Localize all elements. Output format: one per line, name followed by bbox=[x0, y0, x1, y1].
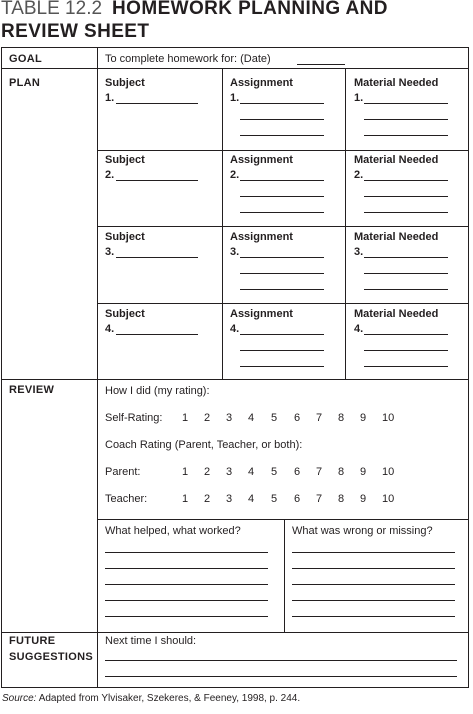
parent-rating-option[interactable]: 6 bbox=[294, 466, 301, 478]
material-blank-3a[interactable] bbox=[364, 257, 448, 258]
parent-rating-option[interactable]: 5 bbox=[271, 466, 278, 478]
homework-planning-sheet bbox=[1, 47, 469, 688]
plan-assignment-divider bbox=[345, 68, 346, 379]
assignment-label-4: Assignment bbox=[230, 308, 293, 320]
material-blank-2c[interactable] bbox=[364, 212, 448, 213]
teacher-rating-option[interactable]: 9 bbox=[360, 493, 367, 505]
what-was-wrong-blank[interactable] bbox=[292, 584, 455, 585]
assignment-number-3: 3. bbox=[230, 246, 240, 258]
material-blank-3b[interactable] bbox=[364, 273, 448, 274]
table-title bbox=[1, 0, 471, 43]
assignment-blank-4b[interactable] bbox=[240, 350, 324, 351]
self-rating-option[interactable]: 4 bbox=[248, 412, 255, 424]
title-line-2: REVIEW SHEET bbox=[1, 21, 150, 42]
teacher-rating-option[interactable]: 7 bbox=[316, 493, 323, 505]
what-was-wrong-blank[interactable] bbox=[292, 616, 455, 617]
what-was-wrong-blank[interactable] bbox=[292, 568, 455, 569]
assignment-blank-2a[interactable] bbox=[240, 180, 324, 181]
parent-rating-option[interactable]: 2 bbox=[204, 466, 211, 478]
parent-rating-option[interactable]: 9 bbox=[360, 466, 367, 478]
assignment-blank-3b[interactable] bbox=[240, 273, 324, 274]
plan-row-divider-2 bbox=[97, 226, 468, 227]
material-blank-2a[interactable] bbox=[364, 180, 448, 181]
subject-blank-1[interactable] bbox=[116, 103, 198, 104]
plan-row-divider-1 bbox=[97, 150, 468, 151]
material-number-2: 2. bbox=[354, 169, 364, 181]
what-was-wrong-label: What was wrong or missing? bbox=[292, 525, 433, 537]
assignment-blank-4a[interactable] bbox=[240, 334, 324, 335]
self-rating-option[interactable]: 8 bbox=[338, 412, 345, 424]
material-blank-1b[interactable] bbox=[364, 119, 448, 120]
self-rating-option[interactable]: 6 bbox=[294, 412, 301, 424]
subject-blank-4[interactable] bbox=[116, 334, 198, 335]
plan-row-divider-3 bbox=[97, 303, 468, 304]
label-column-divider bbox=[97, 48, 98, 687]
parent-rating-option[interactable]: 1 bbox=[182, 466, 189, 478]
subject-label-1: Subject bbox=[105, 77, 145, 89]
material-label-4: Material Needed bbox=[354, 308, 439, 320]
assignment-blank-2b[interactable] bbox=[240, 196, 324, 197]
source-prefix: Source: bbox=[2, 693, 37, 704]
teacher-rating-option[interactable]: 5 bbox=[271, 493, 278, 505]
plan-label: PLAN bbox=[9, 77, 41, 89]
what-helped-blank[interactable] bbox=[105, 568, 268, 569]
parent-rating-option[interactable]: 8 bbox=[338, 466, 345, 478]
material-blank-4a[interactable] bbox=[364, 334, 448, 335]
future-label-line-1: FUTURE bbox=[9, 635, 56, 647]
material-blank-1a[interactable] bbox=[364, 103, 448, 104]
assignment-label-1: Assignment bbox=[230, 77, 293, 89]
subject-blank-3[interactable] bbox=[116, 257, 198, 258]
subject-number-3: 3. bbox=[105, 246, 115, 258]
assignment-blank-4c[interactable] bbox=[240, 366, 324, 367]
self-rating-option[interactable]: 9 bbox=[360, 412, 367, 424]
teacher-rating-option[interactable]: 10 bbox=[382, 493, 395, 505]
subject-blank-2[interactable] bbox=[116, 180, 198, 181]
goal-date-blank[interactable] bbox=[297, 64, 345, 65]
self-rating-label: Self-Rating: bbox=[105, 412, 163, 424]
self-rating-option[interactable]: 2 bbox=[204, 412, 211, 424]
what-helped-blank[interactable] bbox=[105, 616, 268, 617]
table-number: TABLE 12.2 bbox=[1, 0, 103, 19]
assignment-number-2: 2. bbox=[230, 169, 240, 181]
subject-label-3: Subject bbox=[105, 231, 145, 243]
assignment-blank-3a[interactable] bbox=[240, 257, 324, 258]
review-label: REVIEW bbox=[9, 384, 55, 396]
coach-rating-text: Coach Rating (Parent, Teacher, or both): bbox=[105, 439, 303, 451]
material-blank-1c[interactable] bbox=[364, 135, 448, 136]
subject-number-1: 1. bbox=[105, 92, 115, 104]
parent-rating-label: Parent: bbox=[105, 466, 141, 478]
self-rating-option[interactable]: 10 bbox=[382, 412, 395, 424]
assignment-number-4: 4. bbox=[230, 323, 240, 335]
review-notes-top-border bbox=[97, 519, 468, 520]
review-bottom-border bbox=[2, 632, 468, 633]
subject-number-2: 2. bbox=[105, 169, 115, 181]
plan-bottom-border bbox=[2, 379, 468, 380]
parent-rating-option[interactable]: 7 bbox=[316, 466, 323, 478]
what-was-wrong-blank[interactable] bbox=[292, 600, 455, 601]
what-was-wrong-blank[interactable] bbox=[292, 552, 455, 553]
source-note bbox=[2, 693, 300, 704]
what-helped-blank[interactable] bbox=[105, 600, 268, 601]
material-number-1: 1. bbox=[354, 92, 364, 104]
subject-label-2: Subject bbox=[105, 154, 145, 166]
material-blank-4b[interactable] bbox=[364, 350, 448, 351]
goal-text: To complete homework for: (Date) bbox=[105, 53, 271, 65]
teacher-rating-option[interactable]: 6 bbox=[294, 493, 301, 505]
what-helped-blank[interactable] bbox=[105, 584, 268, 585]
next-time-text: Next time I should: bbox=[105, 635, 197, 647]
parent-rating-option[interactable]: 3 bbox=[226, 466, 233, 478]
assignment-number-1: 1. bbox=[230, 92, 240, 104]
parent-rating-option[interactable]: 4 bbox=[248, 466, 255, 478]
material-label-1: Material Needed bbox=[354, 77, 439, 89]
title-line-1: HOMEWORK PLANNING AND bbox=[112, 0, 388, 19]
teacher-rating-option[interactable]: 4 bbox=[248, 493, 255, 505]
self-rating-option[interactable]: 1 bbox=[182, 412, 189, 424]
source-text: Adapted from Ylvisaker, Szekeres, & Feeney, 1998, p. 244. bbox=[36, 693, 301, 704]
review-notes-divider bbox=[284, 519, 285, 632]
assignment-label-2: Assignment bbox=[230, 154, 293, 166]
goal-bottom-border bbox=[2, 68, 468, 69]
next-time-blank[interactable] bbox=[105, 676, 457, 677]
future-label-line-2: SUGGESTIONS bbox=[9, 651, 93, 663]
what-helped-label: What helped, what worked? bbox=[105, 525, 241, 537]
material-number-4: 4. bbox=[354, 323, 364, 335]
assignment-blank-2c[interactable] bbox=[240, 212, 324, 213]
next-time-blank[interactable] bbox=[105, 660, 457, 661]
material-blank-2b[interactable] bbox=[364, 196, 448, 197]
assignment-blank-1c[interactable] bbox=[240, 135, 324, 136]
self-rating-option[interactable]: 3 bbox=[226, 412, 233, 424]
teacher-rating-option[interactable]: 2 bbox=[204, 493, 211, 505]
material-blank-4c[interactable] bbox=[364, 366, 448, 367]
parent-rating-option[interactable]: 10 bbox=[382, 466, 395, 478]
material-number-3: 3. bbox=[354, 246, 364, 258]
self-rating-option[interactable]: 5 bbox=[271, 412, 278, 424]
assignment-label-3: Assignment bbox=[230, 231, 293, 243]
plan-subject-divider bbox=[222, 68, 223, 379]
teacher-rating-option[interactable]: 8 bbox=[338, 493, 345, 505]
subject-label-4: Subject bbox=[105, 308, 145, 320]
teacher-rating-option[interactable]: 3 bbox=[226, 493, 233, 505]
assignment-blank-3c[interactable] bbox=[240, 289, 324, 290]
self-rating-option[interactable]: 7 bbox=[316, 412, 323, 424]
subject-number-4: 4. bbox=[105, 323, 115, 335]
what-helped-blank[interactable] bbox=[105, 552, 268, 553]
teacher-rating-label: Teacher: bbox=[105, 493, 148, 505]
material-blank-3c[interactable] bbox=[364, 289, 448, 290]
how-i-did-text: How I did (my rating): bbox=[105, 385, 210, 397]
material-label-2: Material Needed bbox=[354, 154, 439, 166]
assignment-blank-1b[interactable] bbox=[240, 119, 324, 120]
goal-label: GOAL bbox=[9, 53, 42, 65]
assignment-blank-1a[interactable] bbox=[240, 103, 324, 104]
teacher-rating-option[interactable]: 1 bbox=[182, 493, 189, 505]
material-label-3: Material Needed bbox=[354, 231, 439, 243]
